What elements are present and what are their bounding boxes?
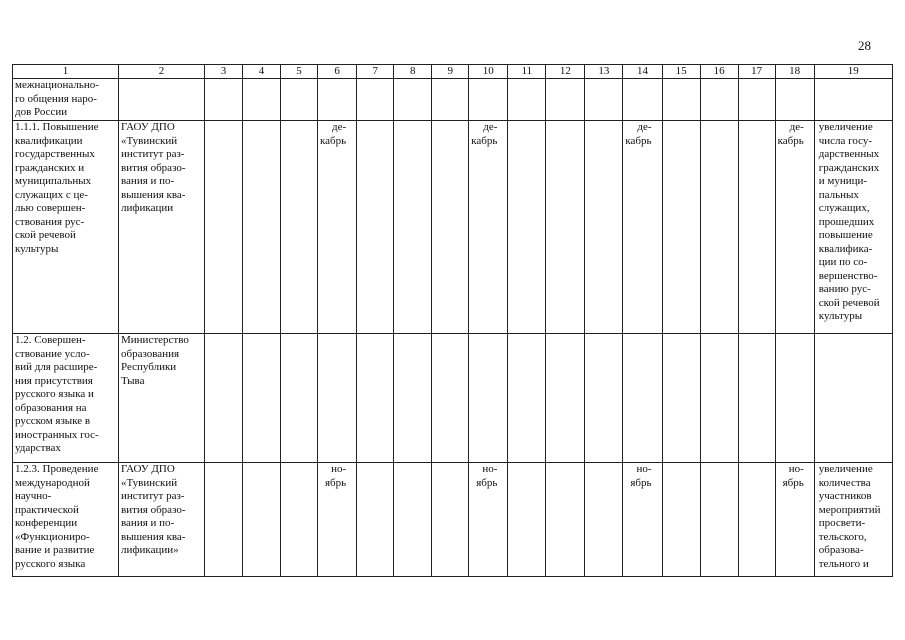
activity-cell: межнационально- го общения наро- дов России xyxy=(13,79,119,121)
column-header: 9 xyxy=(432,65,469,79)
column-header: 13 xyxy=(585,65,623,79)
executor-cell: ГАОУ ДПО «Тувинский институт раз- вития образо- вания и по- вышения ква- лификации xyxy=(119,121,205,334)
month-cell: де- кабрь xyxy=(623,121,662,334)
column-header: 8 xyxy=(394,65,432,79)
column-header: 5 xyxy=(281,65,318,79)
activity-cell: 1.1.1. Повышение квалификации государственных гражданских и муниципальных служащих с це- лью совершен- ствования рус- ской речевой культуры xyxy=(13,121,119,334)
column-header: 12 xyxy=(546,65,585,79)
month-cell: но- ябрь xyxy=(623,463,662,577)
month-cell: но- ябрь xyxy=(775,463,814,577)
plan-table xyxy=(12,64,893,577)
activity-cell: 1.2. Совершен- ствование усло- вий для расшире- ния присутствия русского языка и образования на русском языке в иностранных гос- ударствах xyxy=(13,334,119,463)
table-row xyxy=(13,334,893,463)
executor-cell: ГАОУ ДПО «Тувинский институт раз- вития образо- вания и по- вышения ква- лификации» xyxy=(119,463,205,577)
column-header: 7 xyxy=(357,65,394,79)
column-header: 18 xyxy=(775,65,814,79)
table-row xyxy=(13,79,893,121)
month-cell: де- кабрь xyxy=(318,121,357,334)
month-cell: де- кабрь xyxy=(775,121,814,334)
table-row xyxy=(13,121,893,334)
column-header: 16 xyxy=(700,65,738,79)
month-cell: де- кабрь xyxy=(469,121,508,334)
column-header: 11 xyxy=(508,65,546,79)
column-number-row xyxy=(13,65,893,79)
column-header: 6 xyxy=(318,65,357,79)
column-header: 2 xyxy=(119,65,205,79)
result-cell xyxy=(814,334,892,463)
table-row xyxy=(13,463,893,577)
month-cell: но- ябрь xyxy=(469,463,508,577)
column-header: 14 xyxy=(623,65,662,79)
column-header: 10 xyxy=(469,65,508,79)
result-cell: увеличение количества участников мероприятий просвети- тельского, образова- тельного и xyxy=(814,463,892,577)
page-number: 28 xyxy=(858,38,871,53)
column-header: 4 xyxy=(243,65,281,79)
column-header: 19 xyxy=(814,65,892,79)
column-header: 17 xyxy=(738,65,775,79)
result-cell xyxy=(814,79,892,121)
executor-cell: Министерство образования Республики Тыва xyxy=(119,334,205,463)
activity-cell: 1.2.3. Проведение международной научно- практической конференции «Функциониро- вание и развитие русского языка xyxy=(13,463,119,577)
column-header: 15 xyxy=(662,65,700,79)
result-cell: увеличение числа госу- дарственных гражданских и муници- пальных служащих, прошедших повышение квалифика- ции по со- вершенство- ванию рус- ской речевой культуры xyxy=(814,121,892,334)
column-header: 1 xyxy=(13,65,119,79)
executor-cell xyxy=(119,79,205,121)
month-cell: но- ябрь xyxy=(318,463,357,577)
column-header: 3 xyxy=(205,65,243,79)
